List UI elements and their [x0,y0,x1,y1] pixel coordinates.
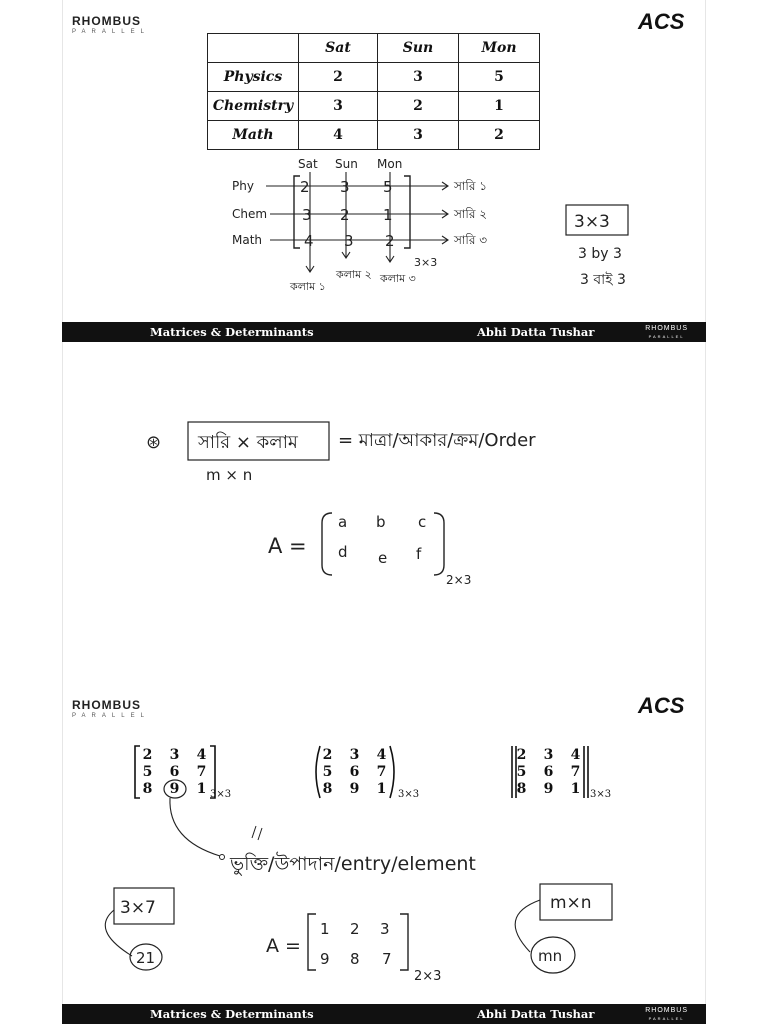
matrix-entry: 7 [382,950,392,968]
table-row-label: Math [208,121,299,150]
matrix-entry: 9 [349,780,360,797]
matrix-order-sub: 3×3 [590,789,612,800]
rhombus-logo-word: RHOMBUS [72,14,141,28]
rhombus-logo-word: RHOMBUS [72,698,141,712]
matrix-entry: 7 [570,763,581,780]
circled-entry [164,780,186,798]
entry-note: ভুক্তি/উপাদান/entry/element [230,853,476,875]
table-header-cell: Mon [459,34,540,63]
matrix-entry: 1 [320,920,330,938]
matrix-entry: 7 [196,763,207,780]
order-line-2: 3 বাই 3 [580,272,626,288]
footer-topic: Matrices & Determinants [150,1007,314,1021]
footer-logo-sub: PARALLEL [648,334,685,339]
col-tag: কলাম ১ [290,280,326,293]
matrix-entry: 3 [349,746,360,763]
matrix-entry: f [416,545,422,563]
order-definition: = মাত্রা/আকার/ক্রম/Order [338,430,536,451]
matrix-entry: 4 [304,232,314,250]
matrix-entry: 1 [196,780,207,797]
right-square-bracket [210,746,215,798]
matrix-entry: c [418,513,427,531]
brackets [135,746,588,798]
matrix-entry: 3 [380,920,390,938]
left-square-bracket [135,746,140,798]
matrix-entry: 5 [383,178,393,196]
matrix-entry: 6 [543,763,554,780]
matrix-entry: 1 [383,206,393,224]
table-cell: 2 [299,63,378,92]
table-cell: 4 [299,121,378,150]
table-cell: 2 [459,121,540,150]
matrix-entry: a [338,513,348,531]
rhombus-logo-sub: PARALLEL [72,29,150,35]
table-header-cell: Sun [378,34,459,63]
row-tag: সারি ২ [454,207,488,221]
row-tag: সারি ১ [454,179,488,193]
row-label: Phy [232,179,254,193]
matrix-entry: 8 [142,780,153,797]
matrix-A-order: 2×3 [446,573,472,587]
boxed-rule-text: সারি × কলাম [198,432,298,453]
pointer-dot [220,855,225,860]
table-cell: 5 [459,63,540,92]
matrix-entry: 4 [570,746,581,763]
order-small: 3×3 [414,256,438,269]
matrix-entry: 3 [302,206,312,224]
left-paren [316,746,320,798]
box-mxn-text: m×n [550,893,592,913]
matrix-entry: d [338,543,348,561]
table-cell: 3 [299,92,378,121]
footer-author: Abhi Datta Tushar [477,1007,595,1021]
acs-logo: ACS [638,9,685,34]
table-cell: 3 [378,121,459,150]
matrix-entry: e [378,549,388,567]
table-row-label: Chemistry [208,92,299,121]
matrix-A-label: A = [268,534,307,558]
box-3x7-text: 3×7 [120,898,156,918]
matrix-entry: 8 [516,780,527,797]
matrix-entry: 7 [376,763,387,780]
col-head: Mon [377,157,403,171]
right-bracket [400,914,408,970]
col-head: Sun [335,157,358,171]
footer-logo [645,1007,688,1023]
matrix-A2-label: A = [266,935,301,957]
circle-21-text: 21 [136,949,156,967]
bullet-icon: ⊛ [146,432,162,453]
rhombus-logo-sub: PARALLEL [72,713,150,719]
matrix-entry: 9 [169,780,180,797]
circle-mn-text: mn [538,947,563,965]
matrix-entry: 2 [300,178,310,196]
matrix-entry: 2 [322,746,333,763]
footer-logo-sub: PARALLEL [648,1016,685,1021]
matrix-entry: 3 [169,746,180,763]
matrix-entry: 6 [169,763,180,780]
matrix-order-sub: 3×3 [210,789,232,800]
matrix-entry: b [376,513,386,531]
matrix-entry: 2 [340,206,350,224]
order-box-text: 3×3 [574,212,610,232]
row-label: Math [232,233,263,247]
footer-topic: Matrices & Determinants [150,325,314,339]
footer-author: Abhi Datta Tushar [477,325,595,339]
matrix-entry: 2 [350,920,360,938]
matrix-entry: 1 [570,780,581,797]
table-cell: 2 [378,92,459,121]
tick-marks [252,826,262,840]
matrix-entry: 8 [350,950,360,968]
matrix-entry: 1 [376,780,387,797]
m-by-n: m × n [206,466,253,484]
matrix-entry: 5 [322,763,333,780]
acs-logo-2: ACS [638,693,685,718]
matrix-entry: 5 [516,763,527,780]
table-header-cell: Sat [299,34,378,63]
matrix-A2-entries [320,920,392,968]
left-bracket [308,914,316,970]
row-label: Chem [232,207,268,221]
entry-pointer [170,798,220,856]
pointer-mxn [515,900,540,952]
col-head: Sat [298,157,318,171]
table-cell: 3 [378,63,459,92]
footer-bar-2 [62,1004,706,1024]
table-row-label: Physics [208,63,299,92]
matrix-entry: 2 [142,746,153,763]
col-tag: কলাম ৩ [380,272,416,285]
col-tag: কলাম ২ [336,268,372,281]
matrix-order-sub: 3×3 [398,789,420,800]
matrix-entry: 3 [543,746,554,763]
matrix-entry: 3 [344,232,354,250]
matrix-entry: 4 [376,746,387,763]
footer-logo-word: RHOMBUS [645,325,688,332]
matrix-entry: 2 [516,746,527,763]
matrix-entry: 5 [142,763,153,780]
matrix-entry: 9 [320,950,330,968]
matrix-entry: 2 [385,232,395,250]
right-paren [390,746,394,798]
matrix-entry: 9 [543,780,554,797]
matrix-entry: 3 [340,178,350,196]
order-line-1: 3 by 3 [578,246,622,262]
table-cell: 1 [459,92,540,121]
matrix-A2-order: 2×3 [414,969,442,984]
matrix-entry: 6 [349,763,360,780]
row-tag: সারি ৩ [454,233,488,247]
matrix-entry: 4 [196,746,207,763]
matrix-entry: 8 [322,780,333,797]
footer-logo-word: RHOMBUS [645,1007,688,1014]
